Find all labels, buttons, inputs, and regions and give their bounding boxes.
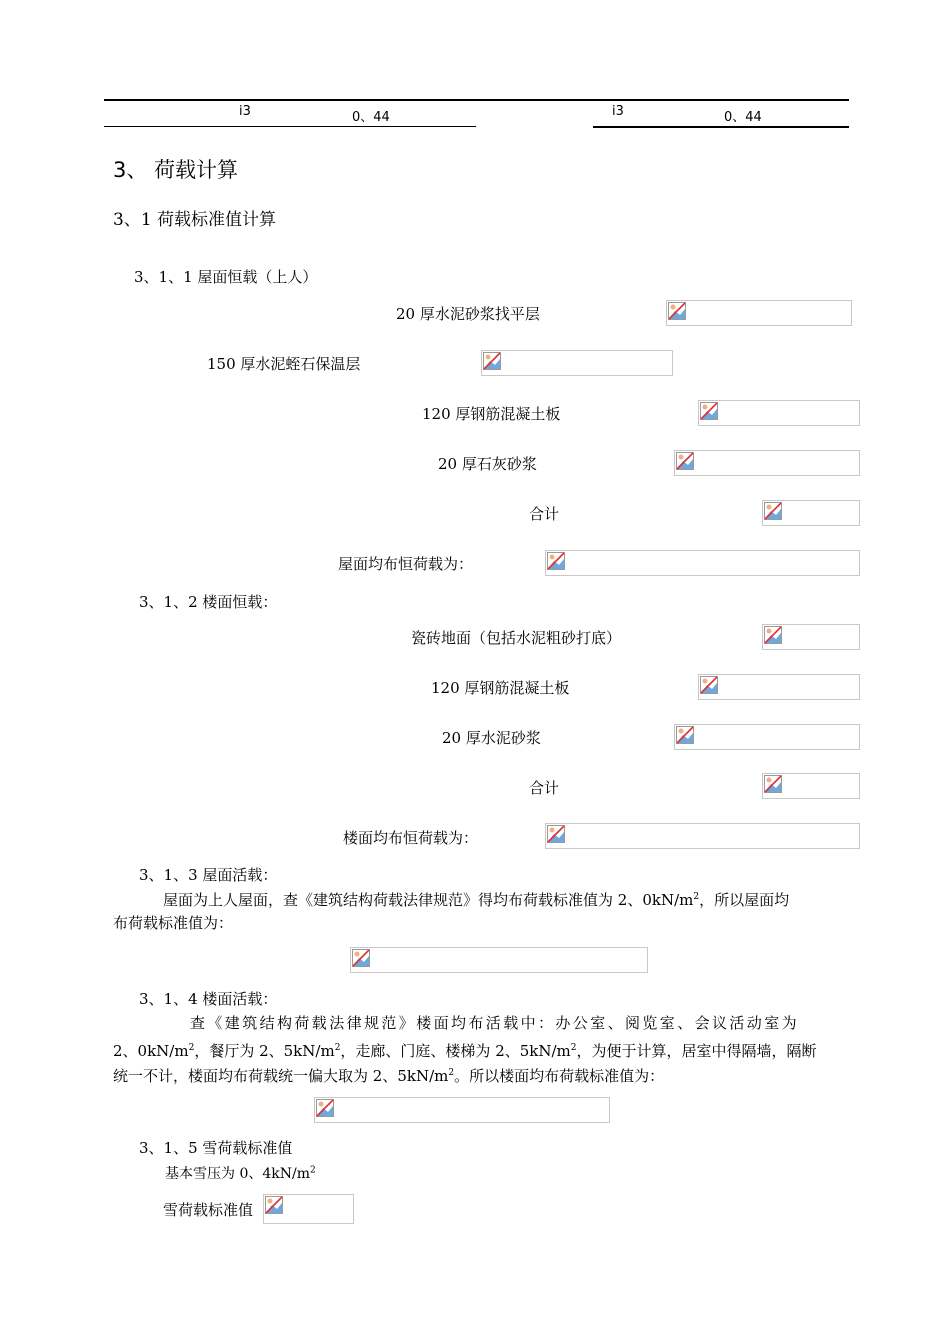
- roof-live-paragraph-line1: 屋面为上人屋面，查《建筑结构荷载法律规范》得均布荷载标准值为 2、$0kN/m^2$，所以屋面均: [163, 891, 790, 909]
- formula-image: [481, 350, 673, 376]
- floor-live-line3: 统一不计，楼面均布荷载统一偏大取为 2、$5kN/m^2$。所以楼面均布荷载标准值为：: [113, 1067, 665, 1085]
- floor-live-title: 3、1、4 楼面活载：: [139, 990, 278, 1008]
- broken-image-icon: [265, 1196, 283, 1214]
- roof-live-paragraph-line2: 布荷载标准值为：: [113, 914, 234, 932]
- floor-item-label: 瓷砖地面（包括水泥粗砂打底）: [411, 629, 622, 647]
- broken-image-icon: [676, 452, 694, 470]
- roof-total-label: 合计: [529, 505, 560, 523]
- roof-dead-title: 3、1、1 屋面恒载（上人）: [134, 268, 318, 286]
- snow-standard-label: 雪荷载标准值: [163, 1201, 254, 1219]
- roof-item-label: 20 厚石灰砂浆: [438, 455, 537, 473]
- table-cell-label-left: i3: [239, 104, 251, 119]
- roof-summary-label: 屋面均布恒荷载为：: [338, 555, 474, 573]
- subsection-heading: 3、1 荷载标准值计算: [113, 210, 277, 230]
- snow-basic-pressure: 基本雪压为 0、$4kN/m^2$: [165, 1165, 316, 1182]
- table-cell-value-right: 0、44: [724, 110, 762, 125]
- roof-live-title: 3、1、3 屋面活载：: [139, 866, 278, 884]
- formula-image: [666, 300, 852, 326]
- floor-item-label: 20 厚水泥砂浆: [442, 729, 541, 747]
- broken-image-icon: [316, 1099, 334, 1117]
- formula-image: [674, 450, 860, 476]
- broken-image-icon: [547, 825, 565, 843]
- floor-item-label: 120 厚钢筋混凝土板: [431, 679, 570, 697]
- snow-title: 3、1、5 雪荷载标准值: [139, 1139, 293, 1157]
- broken-image-icon: [668, 302, 686, 320]
- table-bottom-border-left: [104, 126, 476, 127]
- formula-image: [263, 1194, 354, 1224]
- table-cell-label-right: i3: [612, 104, 624, 119]
- broken-image-icon: [764, 626, 782, 644]
- broken-image-icon: [700, 402, 718, 420]
- formula-image: [762, 773, 860, 799]
- formula-image: [350, 947, 648, 973]
- formula-image: [674, 724, 860, 750]
- roof-item-label: 120 厚钢筋混凝土板: [422, 405, 561, 423]
- formula-image: [698, 674, 860, 700]
- roof-item-label: 150 厚水泥蛭石保温层: [207, 355, 361, 373]
- broken-image-icon: [764, 775, 782, 793]
- table-bottom-border-right: [593, 126, 849, 128]
- floor-dead-title: 3、1、2 楼面恒载：: [139, 593, 278, 611]
- formula-image: [762, 624, 860, 650]
- broken-image-icon: [483, 352, 501, 370]
- formula-image: [545, 550, 860, 576]
- formula-image: [545, 823, 860, 849]
- roof-item-label: 20 厚水泥砂浆找平层: [396, 305, 540, 323]
- table-top-border: [104, 99, 849, 101]
- section-heading: 3、 荷载计算: [113, 158, 239, 182]
- floor-summary-label: 楼面均布恒荷载为：: [343, 829, 479, 847]
- floor-live-line1: 查《建筑结构荷载法律规范》楼面均布活载中：办公室、阅览室、会议活动室为: [190, 1014, 800, 1032]
- broken-image-icon: [700, 676, 718, 694]
- formula-image: [698, 400, 860, 426]
- broken-image-icon: [764, 502, 782, 520]
- table-cell-value-left: 0、44: [352, 110, 390, 125]
- broken-image-icon: [676, 726, 694, 744]
- floor-total-label: 合计: [529, 779, 560, 797]
- formula-image: [762, 500, 860, 526]
- broken-image-icon: [352, 949, 370, 967]
- broken-image-icon: [547, 552, 565, 570]
- formula-image: [314, 1097, 610, 1123]
- floor-live-line2: 2、$0kN/m^2$，餐厅为 2、$5kN/m^2$，走廊、门庭、楼梯为 2、$5kN/m^2$，为便于计算，居室中得隔墙，隔断: [113, 1042, 817, 1060]
